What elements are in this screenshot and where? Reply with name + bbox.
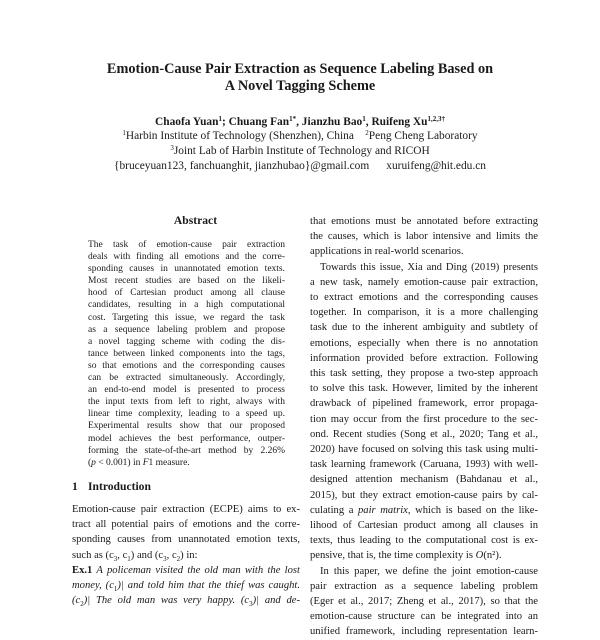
abstract-body xyxy=(88,239,285,469)
body-line: this task setting, they propose a two-step approach xyxy=(310,368,538,380)
author-sep: ; xyxy=(221,116,229,128)
abstract-heading: Abstract xyxy=(173,214,218,227)
author-list xyxy=(0,115,600,129)
body-line: emotion-cause structure can be integrated into an xyxy=(310,611,538,623)
body-text: (n²). xyxy=(483,550,502,562)
subscript: 2 xyxy=(80,600,84,609)
abstract-line: can be extracted simultaneously. Accordingly, xyxy=(88,373,285,384)
paper-title-line-1: Emotion-Cause Pair Extraction as Sequence Labeling Based on xyxy=(106,61,494,77)
abstract-line: as a sequence labeling problem and propose xyxy=(88,324,285,335)
body-line: 2015), but they extract emotion-cause pairs by cal- xyxy=(310,489,538,501)
affil-sup: 2 xyxy=(365,129,369,137)
body-line: Towards this issue, Xia and Ding (2019) presents xyxy=(320,261,538,273)
abstract-line: an end-to-end model is presented to process xyxy=(88,385,285,396)
body-line: (Eger et al., 2017; Zheng et al., 2017), so that the xyxy=(310,596,538,608)
subscript: 1 xyxy=(127,554,131,563)
abstract-math-p: p xyxy=(91,457,96,468)
subscript: 3 xyxy=(113,554,118,563)
body-line: lihood of Cartesian product among all clauses in xyxy=(310,520,538,532)
body-line: In this paper, we define the joint emotion-cause xyxy=(320,565,538,577)
abstract-math-f: F xyxy=(142,457,149,468)
abstract-line: sponding causes in unannotated emotion texts. xyxy=(88,264,285,275)
abstract-line: deals with finding all emotions and the corre- xyxy=(88,252,285,263)
body-line: tion may occur from the first procedure to the sec- xyxy=(310,413,538,425)
affiliation-line-1 xyxy=(0,129,600,143)
intro-text: , c xyxy=(117,549,128,561)
section-heading-introduction xyxy=(72,480,151,493)
abstract-line: hood of Cartesian product among all clause xyxy=(88,288,285,299)
subscript: 3 xyxy=(249,600,253,609)
abstract-text: 1 measure. xyxy=(148,457,190,468)
abstract-line: linear time complexity, leading to a speed up. xyxy=(88,409,285,420)
email-group: {bruceyuan123, fanchuanghit, jianzhubao}@gmail.com xyxy=(114,160,370,172)
example-line xyxy=(72,563,300,578)
subscript: 1 xyxy=(113,585,118,594)
paper-title-line-2: A Novel Tagging Scheme xyxy=(224,78,376,94)
abstract-line: cost. Targeting this issue, we regard the task xyxy=(88,312,285,323)
body-line: that emotions must be annotated before extracting xyxy=(310,216,538,227)
email-single: xuruifeng@hit.edu.cn xyxy=(386,160,486,172)
body-italic: pair matrix xyxy=(357,504,408,516)
abstract-last-line xyxy=(88,457,285,469)
author-affil-sup: 1,2,3† xyxy=(427,115,445,123)
abstract-line: Experimental results show that our proposed xyxy=(88,421,285,432)
body-line: information provided before extraction. Following xyxy=(310,352,538,364)
right-column-body xyxy=(310,214,538,640)
intro-text: , c xyxy=(166,549,177,561)
body-line: together. In comparison, it is a more challenging xyxy=(310,307,538,319)
author-name: Chuang Fan xyxy=(228,116,290,128)
example-text: )| and told him that the thief was caught. xyxy=(117,580,300,592)
abstract-line: so that emotions and the corresponding causes xyxy=(88,360,285,371)
author-affil-sup: 1 xyxy=(362,115,366,123)
body-text: pensive, that is, the time complexity is xyxy=(310,550,476,562)
intro-line xyxy=(72,548,300,563)
body-line: emotions, especially when there is no annotation xyxy=(310,337,538,349)
author-sep: , xyxy=(365,116,372,128)
affil-sup: 3 xyxy=(170,144,174,152)
body-text: , which is based on the like- xyxy=(407,504,539,516)
subscript: 2 xyxy=(176,554,181,563)
abstract-text: < 0.001) in xyxy=(95,457,143,468)
body-line: designed attention mechanism (Bahdanau et al., xyxy=(310,474,538,486)
body-line: ond. Recent studies (Song et al., 2020; Tang et al., xyxy=(310,428,538,440)
abstract-line: Most recent studies are based on the likeli- xyxy=(88,276,285,287)
intro-line: sponding causes from unannotated emotion texts, xyxy=(72,534,300,546)
example-line xyxy=(72,578,300,593)
abstract-line: tance between linked components into the tags, xyxy=(88,348,285,359)
body-text: culating a xyxy=(310,504,358,516)
example-line xyxy=(72,593,300,608)
body-math: O xyxy=(475,550,484,562)
body-line: the causes, which is labor intensive and limits the xyxy=(310,231,538,243)
example-text: )| and de- xyxy=(252,595,300,607)
example-text: (c xyxy=(72,595,81,607)
abstract-text: ( xyxy=(88,457,92,468)
author-emails xyxy=(0,159,600,173)
example-text: )| The old man was very happy. (c xyxy=(83,595,250,607)
subscript: 3 xyxy=(163,554,167,563)
body-line xyxy=(310,548,538,563)
intro-line: tract all potential pairs of emotions and the corre- xyxy=(72,519,300,531)
affiliation-pcl: Peng Cheng Laboratory xyxy=(368,130,478,142)
author-name: Chaofa Yuan xyxy=(155,116,219,128)
body-line: pair extraction as a sequence labeling problem xyxy=(310,580,538,592)
abstract-line: model achieves the best performance, outper- xyxy=(88,433,285,444)
author-affil-sup: 1* xyxy=(289,115,297,123)
body-line: 2020) have focused on solving this task using multi- xyxy=(310,444,538,456)
example-label: Ex.1 xyxy=(72,564,93,576)
section-number: 1 xyxy=(72,480,78,493)
section-title: Introduction xyxy=(88,480,151,493)
intro-text: ) in: xyxy=(180,549,198,561)
body-line: task learning framework (Caruana, 1993) with well- xyxy=(310,459,538,471)
body-line: a new task, namely emotion-cause pair extraction, xyxy=(310,276,538,288)
body-line xyxy=(310,503,538,518)
abstract-line: forming the state-of-the-art method by 2.26% xyxy=(88,445,285,456)
abstract-line: candidates, resulting in a high computational xyxy=(88,300,285,311)
affiliation-line-2 xyxy=(0,144,600,158)
body-line: to solve this task. However, limited by the inherent xyxy=(310,383,538,395)
example-text: money, (c xyxy=(72,580,114,592)
example-text: A policeman visited the old man with the lost xyxy=(92,564,300,576)
body-line: applications in real-world scenarios. xyxy=(310,246,464,258)
body-line: drawback of pipelined framework, error propaga- xyxy=(310,398,538,410)
author-name: Jianzhu Bao xyxy=(301,116,363,128)
author-name: Ruifeng Xu xyxy=(371,116,428,128)
abstract-line: The task of emotion-cause pair extraction xyxy=(88,240,285,250)
affil-sup: 1 xyxy=(122,129,126,137)
intro-text: ) and (c xyxy=(130,549,164,561)
affiliation-joint-lab: Joint Lab of Harbin Institute of Technology and RICOH xyxy=(173,145,430,157)
body-line: unified framework, including representation learn- xyxy=(310,626,538,638)
affiliation-hit: Harbin Institute of Technology (Shenzhen), China xyxy=(125,130,354,142)
body-line: texts, thus leading to the computational cost is ex- xyxy=(310,535,538,547)
author-affil-sup: 1 xyxy=(218,115,222,123)
abstract-line: a novel tagging scheme with coding the dis- xyxy=(88,336,285,347)
intro-line: Emotion-cause pair extraction (ECPE) aims to ex- xyxy=(72,504,300,515)
intro-text: such as (c xyxy=(72,549,114,561)
abstract-line: the input texts from left to right, always with xyxy=(88,397,285,408)
body-line: task due to the inherent ambiguity and subtlety of xyxy=(310,322,538,334)
introduction-body xyxy=(72,502,300,608)
body-line: to extract emotions and the corresponding causes xyxy=(310,292,538,304)
author-sep: , xyxy=(296,116,302,128)
